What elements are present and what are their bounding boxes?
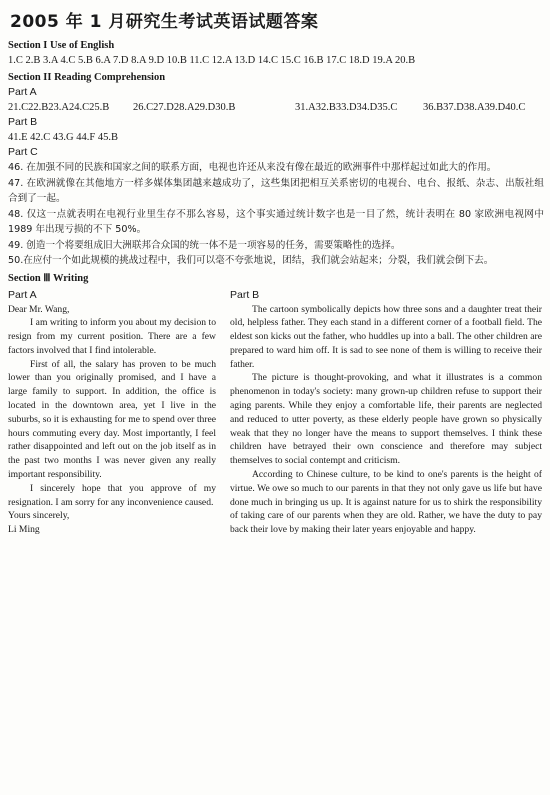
writing-columns (8, 288, 544, 538)
essay-paragraph: The cartoon symbolically depicts how three sons and a daughter treat their old, helpless father. They each stand in a different corner of a football field. The eldest son kicks out the father, who huddles up into a ball. The other children are prepared to ward him off. It is sad to see none of them is willing to receive their father. (230, 303, 542, 370)
letter-signature: Li Ming (8, 524, 40, 536)
section-2-heading: Section II Reading Comprehension (8, 72, 166, 83)
translation-item: 50.在应付一个如此规模的挑战过程中，我们可以毫不夸张地说，团结，我们就会站起来；分裂，我们就会倒下去。 (8, 255, 494, 266)
answer-group: 26.C27.D28.A29.D30.B (133, 102, 236, 113)
writing-part-b-label: Part B (230, 288, 260, 301)
translation-item: 46. 在加强不同的民族和国家之间的联系方面，电视也许还从来没有像在最近的欧洲事件中那样起过如此大的作用。 (8, 162, 497, 173)
translation-item: 48. 仅这一点就表明在电视行业里生存不那么容易，这个事实通过统计数字也是一目了然，统计表明在 80 家欧洲电视网中 1989 年出现亏损的不下 50%。 (8, 208, 544, 235)
section-1-answers: 1.C 2.B 3.A 4.C 5.B 6.A 7.D 8.A 9.D 10.B 11.C 12.A 13.D 14.C 15.C 16.B 17.C 18.D 19.A 20.B (8, 55, 416, 66)
answer-group: 21.C22.B23.A24.C25.B (8, 102, 110, 113)
letter-paragraph: I am writing to inform you about my decision to resign from my current position. There are a few factors involved that I find intolerable. (8, 317, 216, 356)
part-a-answers (8, 100, 544, 115)
letter-closing: Yours sincerely, (8, 510, 70, 522)
writing-part-b (230, 288, 542, 538)
page-title: 2005 年 1 月研究生考试英语试题答案 (10, 12, 319, 32)
essay-paragraph: According to Chinese culture, to be kind to one's parents is the height of virtue. We owe so much to our parents in that they not only gave us life but have done much in bringing us up. It is against nature for us to shirk the responsibility of taking care of our parents when they are old. Rather, we have the duty to pay back their love by making their later years enjoyable and happy. (230, 469, 542, 536)
letter-salutation: Dear Mr. Wang, (8, 303, 70, 315)
essay-paragraph: The picture is thought-provoking, and what it illustrates is a common phenomenon in today's society: many grown-up children refuse to support their aging parents. While they enjoy a comfortable life, their parents are neglected and reduced to utter poverty, as these elderly people have grown so physically weak that they no longer have the means to support themselves. I think these children have betrayed their own conscience and therefore may subject themselves to social contempt and criticism. (230, 372, 542, 467)
part-b-label: Part B (8, 116, 38, 128)
answer-group: 31.A32.B33.D34.D35.C (295, 102, 398, 113)
part-b-answers: 41.E 42.C 43.G 44.F 45.B (8, 132, 118, 143)
section-3-heading: Section Ⅲ Writing (8, 272, 89, 284)
section-1-heading: Section I Use of English (8, 40, 115, 51)
translation-item: 47. 在欧洲就像在其他地方一样多媒体集团越来越成功了，这些集团把相互关系密切的电视台、电台、报纸、杂志、出版社组合到了一起。 (8, 177, 544, 204)
answer-document (8, 8, 544, 537)
part-a-label: Part A (8, 86, 37, 98)
answer-group: 36.B37.D38.A39.D40.C (423, 102, 526, 113)
writing-part-a-label: Part A (8, 288, 37, 301)
translation-item: 49. 创造一个将要组成旧大洲联邦合众国的统一体不是一项容易的任务，需要策略性的选择。 (8, 239, 401, 251)
writing-part-a (8, 288, 216, 538)
part-c-label: Part C (8, 146, 38, 158)
letter-paragraph: I sincerely hope that you approve of my resignation. I am sorry for any inconvenience caused. (8, 482, 216, 508)
letter-paragraph: First of all, the salary has proven to be much lower than you originally promised, and I have a large family to support. In addition, the office is located in the downtown area, yet I live in the suburbs, so it is exhausting for me to spend over three hours commuting every day. Most importantly, I feel rather disappointed and left out on the job itself as in the past two months I was never given any really important responsibility. (8, 358, 216, 481)
